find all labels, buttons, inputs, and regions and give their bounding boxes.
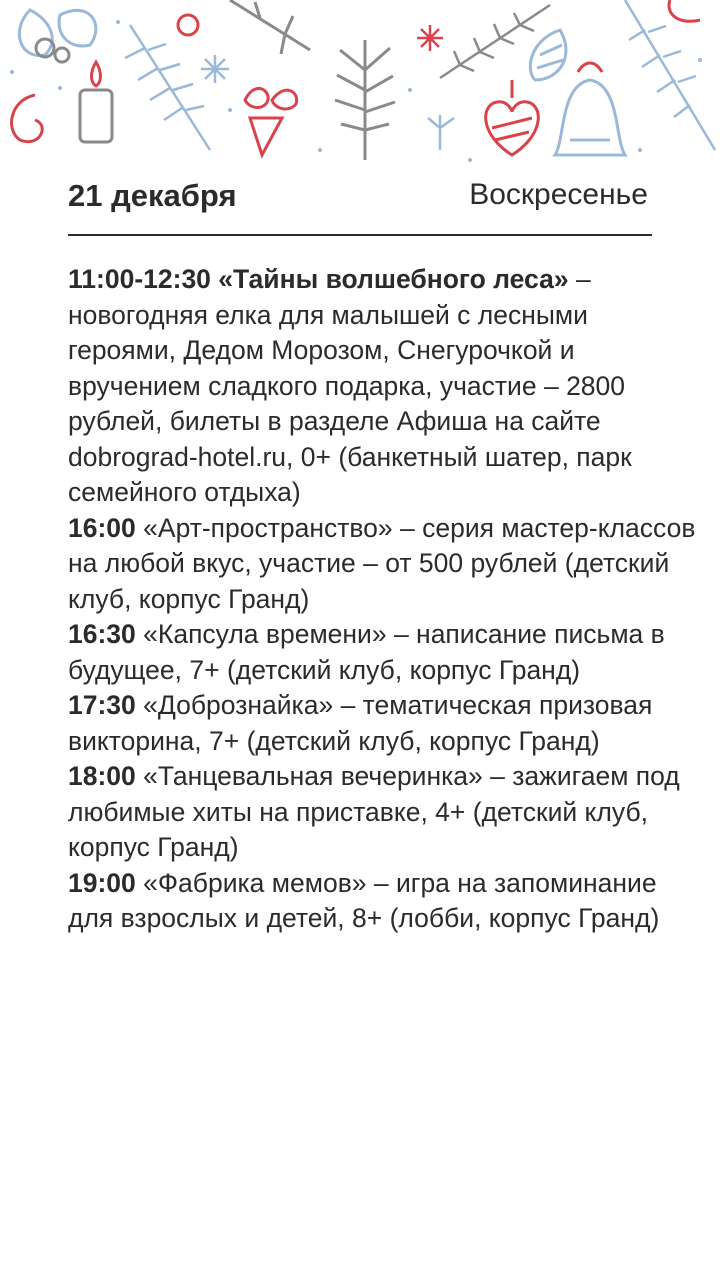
event-description: – новогодняя елка для малышей с лесными героями, Дедом Морозом, Снегурочкой и вручением сладкого подарка, участие – 2800 рублей, билеты в разделе Афиша на сайте dobrograd-hotel.ru, 0+ (банкетный шатер, парк семейного отдыха) [68,264,632,507]
event-description: – зажигаем под любимые хиты на приставке, 4+ (детский клуб, корпус Гранд) [68,761,680,862]
christmas-decor-banner [0,0,720,170]
event-title: «Тайны волшебного леса» [218,264,569,294]
fir-branch-icon [625,0,715,150]
weekday-label: Воскресенье [469,178,648,211]
event-item [68,759,698,866]
event-title: «Фабрика мемов» [143,867,367,898]
date-heading: 21 декабря [68,178,237,213]
candle-icon [80,62,112,142]
event-title: «Капсула времени» [143,619,387,649]
event-description: – написание письма в будущее, 7+ (детский клуб, корпус Гранд) [68,619,665,685]
event-time: 18:00 [68,761,136,791]
heart-ornament-icon [486,80,539,155]
berries-icon [36,39,69,62]
event-description: – серия мастер-классов на любой вкус, участие – от 500 рублей (детский клуб, корпус Гранд) [68,512,696,614]
event-time: 16:30 [68,619,136,649]
event-item [68,617,698,688]
event-time: 11:00-12:30 [68,264,211,294]
bare-tree-icon [335,40,395,160]
event-title: «Арт-пространство» [143,512,393,543]
schedule-header [68,170,652,236]
ornament-ball-icon [178,15,198,35]
sprig-icon [428,115,454,150]
event-item [68,688,698,759]
event-description: – тематическая призовая викторина, 7+ (детский клуб, корпус Гранд) [68,690,653,756]
swirl-icon [669,0,700,21]
bow-ornament-icon [245,88,297,155]
fir-branch-icon [125,25,210,150]
snowflake-icon [417,25,443,51]
swirl-icon [12,95,43,142]
event-item [68,262,698,511]
event-time: 17:30 [68,690,136,720]
twig-icon [230,0,310,54]
event-time: 19:00 [68,867,136,898]
event-title: «Танцевальная вечеринка» [143,761,483,791]
pine-cone-icon [530,30,566,80]
bell-icon [555,63,625,155]
event-item [68,866,698,937]
fir-branch-icon [440,5,550,78]
event-list [68,262,698,937]
event-title: «Добрознайка» [143,690,334,720]
snowflake-icon [201,55,229,83]
event-time: 16:00 [68,512,136,543]
event-item [68,511,698,618]
event-description: – игра на запоминание для взрослых и детей, 8+ (лобби, корпус Гранд) [68,867,660,933]
